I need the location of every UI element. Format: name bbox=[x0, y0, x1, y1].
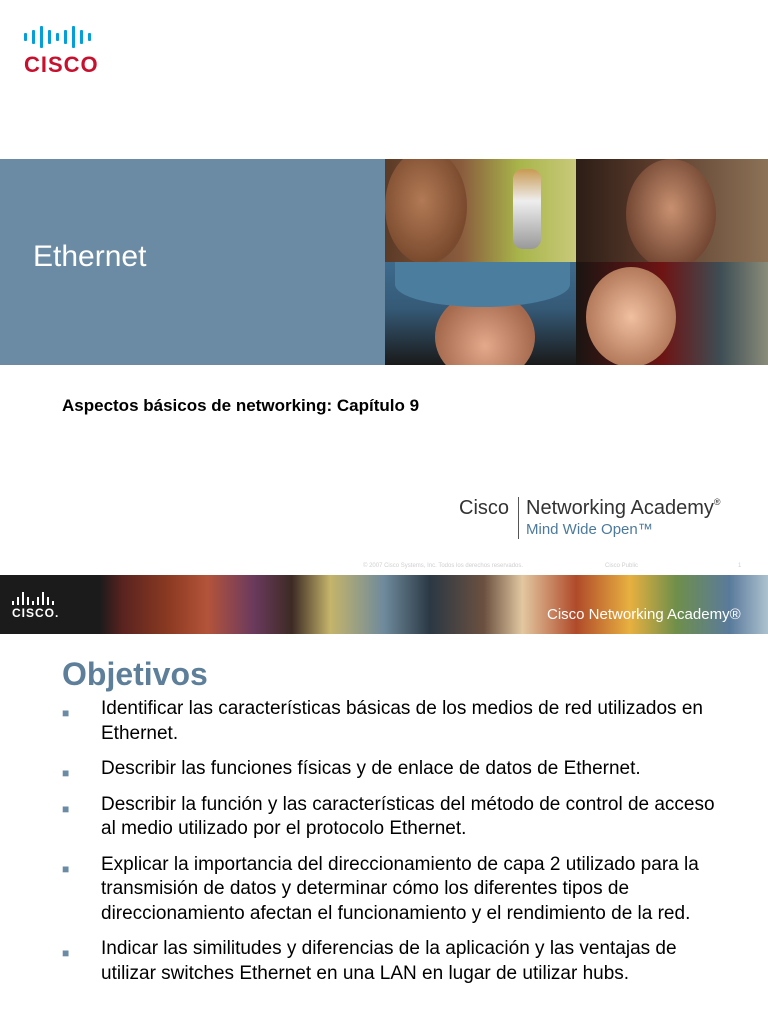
networking-academy-logo bbox=[459, 497, 749, 545]
bullet-icon: ■ bbox=[62, 801, 70, 816]
academy-tagline: Mind Wide Open™ bbox=[526, 521, 653, 538]
photo-person-hood bbox=[385, 262, 576, 365]
footer-page-number: 1 bbox=[738, 563, 742, 569]
chapter-subtitle: Aspectos básicos de networking: Capítulo 9 bbox=[62, 396, 420, 415]
footer-copyright: © 2007 Cisco Systems, Inc. Todos los derechos reservados. bbox=[363, 563, 524, 569]
banner-cisco-bars-icon bbox=[12, 591, 59, 605]
academy-divider bbox=[518, 497, 519, 539]
banner-academy-text: Cisco Networking Academy® bbox=[547, 606, 741, 623]
header-banner bbox=[0, 575, 768, 634]
bullet-icon: ■ bbox=[62, 706, 70, 720]
academy-name-text: Networking Academy bbox=[526, 497, 714, 519]
academy-name bbox=[526, 497, 721, 520]
photo-young-man-smiling bbox=[576, 159, 768, 262]
bullet-icon: ■ bbox=[62, 861, 70, 876]
footer-classification: Cisco Public bbox=[605, 563, 639, 569]
slide-title: Ethernet bbox=[33, 240, 147, 273]
list-item: ■ Describir la función y las características del método de control de acceso al medio utilizado por el protocolo Ethernet. bbox=[62, 793, 715, 839]
list-item: ■ Identificar las características básicas de los medios de red utilizados en Ethernet. bbox=[62, 698, 703, 744]
bullet-icon: ■ bbox=[62, 946, 70, 960]
banner-cisco-text: CISCO. bbox=[12, 606, 60, 620]
objectives-list bbox=[62, 697, 722, 997]
bullet-icon: ■ bbox=[62, 766, 70, 780]
academy-cisco-text: Cisco bbox=[459, 497, 510, 519]
cisco-bars-icon bbox=[24, 24, 118, 50]
list-item: ■ Explicar la importancia del direccionamiento de capa 2 utilizado para la transmisión de datos y determinar cómo los diferentes tipos de direccionamiento afectan el funcionamiento y el rendimiento de la red. bbox=[62, 853, 699, 924]
banner-cisco-logo bbox=[12, 591, 59, 620]
photo-young-man-skateboard bbox=[385, 159, 576, 262]
photo-young-woman bbox=[576, 262, 768, 365]
objectives-heading: Objetivos bbox=[62, 656, 208, 692]
photo-collage bbox=[385, 159, 768, 365]
cisco-logo bbox=[24, 24, 118, 76]
academy-reg-mark: ® bbox=[713, 497, 721, 507]
list-item: ■ Describir las funciones físicas y de enlace de datos de Ethernet. bbox=[62, 757, 722, 782]
cisco-logo-text: CISCO bbox=[24, 52, 99, 77]
list-item: ■ Indicar las similitudes y diferencias de la aplicación y las ventajas de utilizar switches Ethernet en una LAN en lugar de utilizar hubs. bbox=[62, 938, 677, 984]
